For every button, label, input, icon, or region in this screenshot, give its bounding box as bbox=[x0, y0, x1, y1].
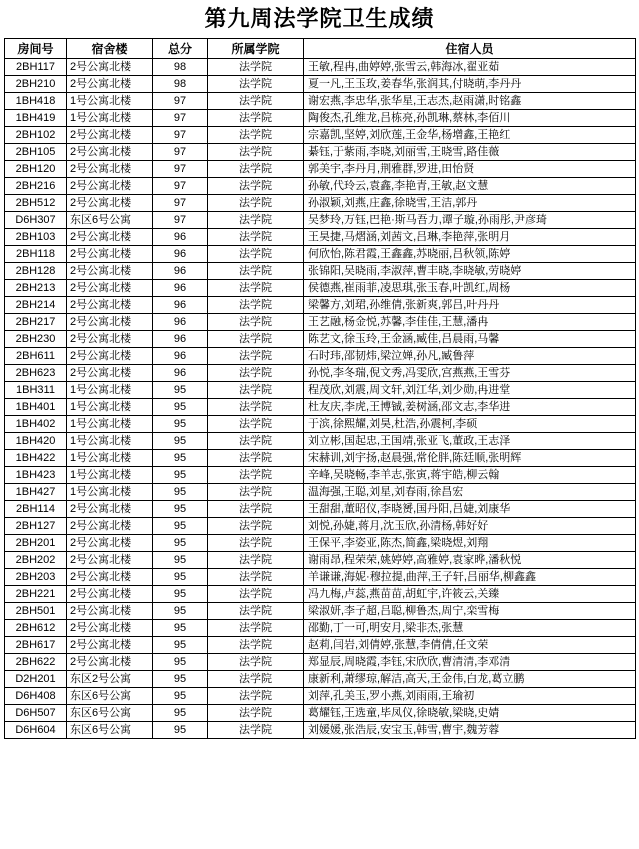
cell-room: 1BH422 bbox=[5, 450, 67, 467]
table-row bbox=[5, 280, 636, 297]
cell-college: 法学院 bbox=[208, 620, 304, 637]
cell-college: 法学院 bbox=[208, 569, 304, 586]
cell-residents: 王昊捷,马熠涵,刘茜文,吕琳,李艳萍,张明月 bbox=[304, 229, 636, 246]
cell-college: 法学院 bbox=[208, 161, 304, 178]
cell-building: 2号公寓北楼 bbox=[67, 59, 153, 76]
cell-residents: 郑显辰,周晓霞,李钰,宋欣欣,曹清清,李邓清 bbox=[304, 654, 636, 671]
cell-room: 2BH623 bbox=[5, 365, 67, 382]
cell-room: 1BH423 bbox=[5, 467, 67, 484]
cell-building: 1号公寓北楼 bbox=[67, 484, 153, 501]
cell-building: 2号公寓北楼 bbox=[67, 297, 153, 314]
cell-building: 2号公寓北楼 bbox=[67, 76, 153, 93]
cell-room: 2BH114 bbox=[5, 501, 67, 518]
cell-residents: 孙悦,李冬瑞,倪文秀,冯雯欣,宫燕燕,王雪芬 bbox=[304, 365, 636, 382]
cell-residents: 辛峰,吴晓畅,李羊志,张寅,蒋宇皓,柳云翰 bbox=[304, 467, 636, 484]
cell-residents: 刘立彬,国起忠,王国靖,张亚飞,董政,王志泽 bbox=[304, 433, 636, 450]
cell-room: 2BH127 bbox=[5, 518, 67, 535]
table-row bbox=[5, 467, 636, 484]
cell-score: 95 bbox=[153, 484, 208, 501]
table-row bbox=[5, 722, 636, 739]
cell-building: 2号公寓北楼 bbox=[67, 127, 153, 144]
cell-room: 1BH418 bbox=[5, 93, 67, 110]
cell-college: 法学院 bbox=[208, 450, 304, 467]
cell-building: 东区6号公寓 bbox=[67, 722, 153, 739]
cell-room: 1BH311 bbox=[5, 382, 67, 399]
cell-building: 1号公寓北楼 bbox=[67, 93, 153, 110]
cell-room: 2BH203 bbox=[5, 569, 67, 586]
cell-building: 2号公寓北楼 bbox=[67, 518, 153, 535]
cell-room: 2BH617 bbox=[5, 637, 67, 654]
cell-residents: 王甜甜,董昭仪,李晓赟,国丹阳,吕婕,刘康华 bbox=[304, 501, 636, 518]
table-row bbox=[5, 535, 636, 552]
cell-room: 1BH402 bbox=[5, 416, 67, 433]
cell-score: 97 bbox=[153, 178, 208, 195]
cell-score: 96 bbox=[153, 246, 208, 263]
table-row bbox=[5, 416, 636, 433]
cell-residents: 羊谦谦,海妮·穆拉提,曲萍,王子轩,吕丽华,柳鑫鑫 bbox=[304, 569, 636, 586]
cell-room: 2BH612 bbox=[5, 620, 67, 637]
cell-room: D2H201 bbox=[5, 671, 67, 688]
cell-college: 法学院 bbox=[208, 382, 304, 399]
cell-residents: 綦钰,于紫雨,李晓,刘丽雪,王晓雪,路佳薇 bbox=[304, 144, 636, 161]
cell-residents: 吴梦玲,万钰,巴艳·斯马吾力,谭子璇,孙雨彤,尹彦琦 bbox=[304, 212, 636, 229]
cell-room: 2BH105 bbox=[5, 144, 67, 161]
table-row bbox=[5, 246, 636, 263]
cell-residents: 王敏,程冉,曲婷婷,张雪云,韩海冰,翟亚茹 bbox=[304, 59, 636, 76]
cell-college: 法学院 bbox=[208, 178, 304, 195]
cell-college: 法学院 bbox=[208, 59, 304, 76]
cell-score: 97 bbox=[153, 161, 208, 178]
cell-score: 95 bbox=[153, 705, 208, 722]
cell-building: 2号公寓北楼 bbox=[67, 620, 153, 637]
cell-building: 1号公寓北楼 bbox=[67, 416, 153, 433]
cell-score: 98 bbox=[153, 76, 208, 93]
cell-college: 法学院 bbox=[208, 586, 304, 603]
table-header bbox=[5, 39, 636, 59]
cell-college: 法学院 bbox=[208, 314, 304, 331]
cell-room: 2BH512 bbox=[5, 195, 67, 212]
cell-room: 2BH201 bbox=[5, 535, 67, 552]
table-row bbox=[5, 518, 636, 535]
cell-score: 95 bbox=[153, 382, 208, 399]
cell-building: 2号公寓北楼 bbox=[67, 161, 153, 178]
cell-score: 96 bbox=[153, 314, 208, 331]
hygiene-score-table bbox=[4, 38, 636, 739]
cell-residents: 陶俊杰,孔维龙,吕栋亮,孙凯琳,蔡林,李佰川 bbox=[304, 110, 636, 127]
cell-building: 东区6号公寓 bbox=[67, 688, 153, 705]
cell-college: 法学院 bbox=[208, 637, 304, 654]
cell-college: 法学院 bbox=[208, 688, 304, 705]
table-row bbox=[5, 637, 636, 654]
cell-college: 法学院 bbox=[208, 484, 304, 501]
cell-room: D6H408 bbox=[5, 688, 67, 705]
cell-score: 97 bbox=[153, 110, 208, 127]
cell-college: 法学院 bbox=[208, 297, 304, 314]
cell-room: 1BH427 bbox=[5, 484, 67, 501]
cell-score: 98 bbox=[153, 59, 208, 76]
cell-residents: 谢雨昂,程荣荣,姚婷婷,高雅婷,袁家晔,潘秋悦 bbox=[304, 552, 636, 569]
cell-college: 法学院 bbox=[208, 348, 304, 365]
cell-college: 法学院 bbox=[208, 705, 304, 722]
cell-score: 97 bbox=[153, 144, 208, 161]
cell-residents: 宋赫训,刘宇扬,赵晨强,常伦胖,陈廷顺,张明辉 bbox=[304, 450, 636, 467]
cell-score: 95 bbox=[153, 433, 208, 450]
cell-score: 97 bbox=[153, 195, 208, 212]
table-row bbox=[5, 127, 636, 144]
table-row bbox=[5, 399, 636, 416]
cell-building: 2号公寓北楼 bbox=[67, 348, 153, 365]
cell-college: 法学院 bbox=[208, 518, 304, 535]
cell-college: 法学院 bbox=[208, 212, 304, 229]
cell-building: 2号公寓北楼 bbox=[67, 144, 153, 161]
table-row bbox=[5, 229, 636, 246]
table-row bbox=[5, 620, 636, 637]
table-row bbox=[5, 348, 636, 365]
cell-college: 法学院 bbox=[208, 280, 304, 297]
cell-building: 东区2号公寓 bbox=[67, 671, 153, 688]
cell-score: 95 bbox=[153, 654, 208, 671]
cell-building: 1号公寓北楼 bbox=[67, 382, 153, 399]
cell-room: D6H507 bbox=[5, 705, 67, 722]
cell-building: 2号公寓北楼 bbox=[67, 501, 153, 518]
table-row bbox=[5, 382, 636, 399]
cell-room: D6H604 bbox=[5, 722, 67, 739]
cell-residents: 康新利,萧缪琼,解洁,高天,王金伟,白龙,葛立鹏 bbox=[304, 671, 636, 688]
table-row bbox=[5, 144, 636, 161]
cell-room: 1BH420 bbox=[5, 433, 67, 450]
cell-building: 2号公寓北楼 bbox=[67, 263, 153, 280]
cell-room: 1BH419 bbox=[5, 110, 67, 127]
cell-building: 2号公寓北楼 bbox=[67, 246, 153, 263]
cell-building: 2号公寓北楼 bbox=[67, 314, 153, 331]
cell-college: 法学院 bbox=[208, 144, 304, 161]
cell-college: 法学院 bbox=[208, 671, 304, 688]
cell-college: 法学院 bbox=[208, 433, 304, 450]
cell-building: 2号公寓北楼 bbox=[67, 654, 153, 671]
cell-residents: 梁淑妍,李子超,吕聪,柳鲁杰,周宁,栾雪梅 bbox=[304, 603, 636, 620]
cell-college: 法学院 bbox=[208, 654, 304, 671]
table-row bbox=[5, 110, 636, 127]
table-row bbox=[5, 178, 636, 195]
cell-residents: 程茂欣,刘震,周文轩,刘江华,刘少勋,冉进堂 bbox=[304, 382, 636, 399]
cell-college: 法学院 bbox=[208, 501, 304, 518]
cell-room: 2BH622 bbox=[5, 654, 67, 671]
column-header-residents: 住宿人员 bbox=[304, 39, 636, 59]
cell-college: 法学院 bbox=[208, 195, 304, 212]
cell-college: 法学院 bbox=[208, 76, 304, 93]
cell-room: 2BH210 bbox=[5, 76, 67, 93]
cell-room: 2BH202 bbox=[5, 552, 67, 569]
cell-building: 2号公寓北楼 bbox=[67, 178, 153, 195]
cell-room: 2BH230 bbox=[5, 331, 67, 348]
column-header-building: 宿舍楼 bbox=[67, 39, 153, 59]
header-row bbox=[5, 39, 636, 59]
cell-score: 97 bbox=[153, 127, 208, 144]
cell-residents: 赵莉,闫岩,刘倩婷,张慧,李倩倩,任文荣 bbox=[304, 637, 636, 654]
cell-college: 法学院 bbox=[208, 263, 304, 280]
table-row bbox=[5, 484, 636, 501]
cell-residents: 郭美宇,李丹月,荆雅群,罗进,田怡贤 bbox=[304, 161, 636, 178]
cell-residents: 宗嘉凯,坚婷,刘欣莲,王金华,杨增鑫,王艳红 bbox=[304, 127, 636, 144]
cell-score: 95 bbox=[153, 399, 208, 416]
cell-residents: 梁馨方,刘珺,孙维倩,张新爽,郭吕,叶丹丹 bbox=[304, 297, 636, 314]
table-row bbox=[5, 212, 636, 229]
cell-room: 2BH102 bbox=[5, 127, 67, 144]
table-row bbox=[5, 93, 636, 110]
table-row bbox=[5, 688, 636, 705]
cell-room: 2BH214 bbox=[5, 297, 67, 314]
table-body bbox=[5, 59, 636, 739]
table-row bbox=[5, 552, 636, 569]
cell-score: 96 bbox=[153, 297, 208, 314]
cell-score: 96 bbox=[153, 229, 208, 246]
cell-score: 95 bbox=[153, 620, 208, 637]
cell-room: D6H307 bbox=[5, 212, 67, 229]
cell-score: 95 bbox=[153, 722, 208, 739]
cell-building: 2号公寓北楼 bbox=[67, 637, 153, 654]
table-row bbox=[5, 365, 636, 382]
cell-room: 2BH217 bbox=[5, 314, 67, 331]
cell-college: 法学院 bbox=[208, 93, 304, 110]
cell-residents: 孙淑颖,刘燕,庄鑫,徐晓雪,王洁,郭丹 bbox=[304, 195, 636, 212]
cell-building: 2号公寓北楼 bbox=[67, 229, 153, 246]
page-title: 第九周法学院卫生成绩 bbox=[204, 6, 435, 31]
cell-score: 96 bbox=[153, 348, 208, 365]
cell-residents: 石时玮,邵韧炜,梁泣婵,孙凡,臧鲁萍 bbox=[304, 348, 636, 365]
cell-college: 法学院 bbox=[208, 127, 304, 144]
cell-residents: 冯九梅,卢蕊,燕苗苗,胡虹宇,许筱云,关臻 bbox=[304, 586, 636, 603]
cell-building: 东区6号公寓 bbox=[67, 212, 153, 229]
cell-score: 95 bbox=[153, 416, 208, 433]
table-row bbox=[5, 603, 636, 620]
cell-building: 2号公寓北楼 bbox=[67, 195, 153, 212]
table-row bbox=[5, 59, 636, 76]
cell-college: 法学院 bbox=[208, 399, 304, 416]
cell-score: 97 bbox=[153, 93, 208, 110]
cell-residents: 刘悦,孙婕,蒋月,沈玉欣,孙清杨,韩好好 bbox=[304, 518, 636, 535]
cell-building: 2号公寓北楼 bbox=[67, 365, 153, 382]
table-row bbox=[5, 671, 636, 688]
table-row bbox=[5, 569, 636, 586]
cell-residents: 侯德燕,崔雨菲,凌思琪,张玉春,叶凯红,周杨 bbox=[304, 280, 636, 297]
cell-college: 法学院 bbox=[208, 535, 304, 552]
cell-building: 2号公寓北楼 bbox=[67, 586, 153, 603]
cell-score: 96 bbox=[153, 263, 208, 280]
cell-score: 95 bbox=[153, 569, 208, 586]
cell-college: 法学院 bbox=[208, 229, 304, 246]
cell-building: 2号公寓北楼 bbox=[67, 331, 153, 348]
cell-room: 2BH128 bbox=[5, 263, 67, 280]
cell-building: 2号公寓北楼 bbox=[67, 535, 153, 552]
cell-residents: 王保平,李姿亚,陈杰,简鑫,梁晓煜,刘翔 bbox=[304, 535, 636, 552]
cell-college: 法学院 bbox=[208, 603, 304, 620]
cell-residents: 葛耀钰,王选童,毕凤仪,徐晓敏,梁晓,史婧 bbox=[304, 705, 636, 722]
cell-building: 2号公寓北楼 bbox=[67, 603, 153, 620]
column-header-college: 所属学院 bbox=[208, 39, 304, 59]
table-row bbox=[5, 314, 636, 331]
cell-building: 1号公寓北楼 bbox=[67, 433, 153, 450]
cell-score: 96 bbox=[153, 331, 208, 348]
cell-score: 95 bbox=[153, 467, 208, 484]
cell-residents: 孙敏,代玲云,袁鑫,李艳青,王敏,赵文慧 bbox=[304, 178, 636, 195]
table-row bbox=[5, 705, 636, 722]
cell-score: 95 bbox=[153, 501, 208, 518]
cell-building: 2号公寓北楼 bbox=[67, 569, 153, 586]
cell-score: 95 bbox=[153, 688, 208, 705]
column-header-score: 总分 bbox=[153, 39, 208, 59]
cell-score: 95 bbox=[153, 552, 208, 569]
table-row bbox=[5, 161, 636, 178]
cell-residents: 谢宏燕,李忠华,张华星,王志杰,赵雨潇,时铭鑫 bbox=[304, 93, 636, 110]
cell-room: 2BH221 bbox=[5, 586, 67, 603]
cell-residents: 张锦阳,吴晓雨,李淑萍,曹丰晓,李晓敏,劳晓婷 bbox=[304, 263, 636, 280]
cell-building: 东区6号公寓 bbox=[67, 705, 153, 722]
cell-room: 1BH401 bbox=[5, 399, 67, 416]
cell-residents: 陈艺文,徐玉玲,王金涵,臧佳,吕晨雨,马馨 bbox=[304, 331, 636, 348]
table-row bbox=[5, 331, 636, 348]
cell-college: 法学院 bbox=[208, 722, 304, 739]
table-row bbox=[5, 195, 636, 212]
cell-building: 1号公寓北楼 bbox=[67, 399, 153, 416]
cell-score: 95 bbox=[153, 450, 208, 467]
cell-room: 2BH501 bbox=[5, 603, 67, 620]
cell-score: 95 bbox=[153, 535, 208, 552]
cell-residents: 邵勤,丁一可,明安月,梁非杰,张慧 bbox=[304, 620, 636, 637]
cell-score: 95 bbox=[153, 671, 208, 688]
cell-room: 2BH611 bbox=[5, 348, 67, 365]
cell-college: 法学院 bbox=[208, 331, 304, 348]
table-row bbox=[5, 263, 636, 280]
cell-college: 法学院 bbox=[208, 552, 304, 569]
cell-residents: 何欣怡,陈君霞,王鑫鑫,苏晓丽,吕秋领,陈婷 bbox=[304, 246, 636, 263]
cell-building: 2号公寓北楼 bbox=[67, 280, 153, 297]
cell-room: 2BH213 bbox=[5, 280, 67, 297]
table-row bbox=[5, 654, 636, 671]
cell-residents: 王艺融,杨金悦,苏馨,李佳佳,王慧,潘冉 bbox=[304, 314, 636, 331]
cell-room: 2BH120 bbox=[5, 161, 67, 178]
table-row bbox=[5, 297, 636, 314]
cell-score: 96 bbox=[153, 365, 208, 382]
cell-room: 2BH118 bbox=[5, 246, 67, 263]
cell-score: 97 bbox=[153, 212, 208, 229]
table-row bbox=[5, 450, 636, 467]
table-row bbox=[5, 501, 636, 518]
cell-building: 2号公寓北楼 bbox=[67, 552, 153, 569]
cell-college: 法学院 bbox=[208, 416, 304, 433]
cell-room: 2BH117 bbox=[5, 59, 67, 76]
cell-score: 95 bbox=[153, 518, 208, 535]
cell-score: 95 bbox=[153, 637, 208, 654]
cell-room: 2BH103 bbox=[5, 229, 67, 246]
cell-room: 2BH216 bbox=[5, 178, 67, 195]
table-row bbox=[5, 433, 636, 450]
cell-college: 法学院 bbox=[208, 467, 304, 484]
cell-residents: 杜友庆,李虎,王博铖,姜树涵,邵文志,李华进 bbox=[304, 399, 636, 416]
cell-building: 1号公寓北楼 bbox=[67, 467, 153, 484]
cell-building: 1号公寓北楼 bbox=[67, 110, 153, 127]
cell-score: 96 bbox=[153, 280, 208, 297]
cell-college: 法学院 bbox=[208, 110, 304, 127]
cell-building: 1号公寓北楼 bbox=[67, 450, 153, 467]
cell-score: 95 bbox=[153, 603, 208, 620]
table-row bbox=[5, 586, 636, 603]
cell-college: 法学院 bbox=[208, 365, 304, 382]
cell-residents: 刘媛媛,张浩辰,安宝玉,韩雪,曹宇,魏芳蓉 bbox=[304, 722, 636, 739]
cell-score: 95 bbox=[153, 586, 208, 603]
cell-residents: 于滨,徐熙耀,刘昊,杜浩,孙震柯,李硕 bbox=[304, 416, 636, 433]
column-header-room: 房间号 bbox=[5, 39, 67, 59]
cell-residents: 夏一凡,王玉玫,姜春华,张润其,付晓萌,李丹丹 bbox=[304, 76, 636, 93]
cell-college: 法学院 bbox=[208, 246, 304, 263]
cell-residents: 刘萍,孔美玉,罗小燕,刘雨雨,王瑜初 bbox=[304, 688, 636, 705]
table-row bbox=[5, 76, 636, 93]
cell-residents: 温海强,王聪,刘星,刘春雨,徐昌宏 bbox=[304, 484, 636, 501]
